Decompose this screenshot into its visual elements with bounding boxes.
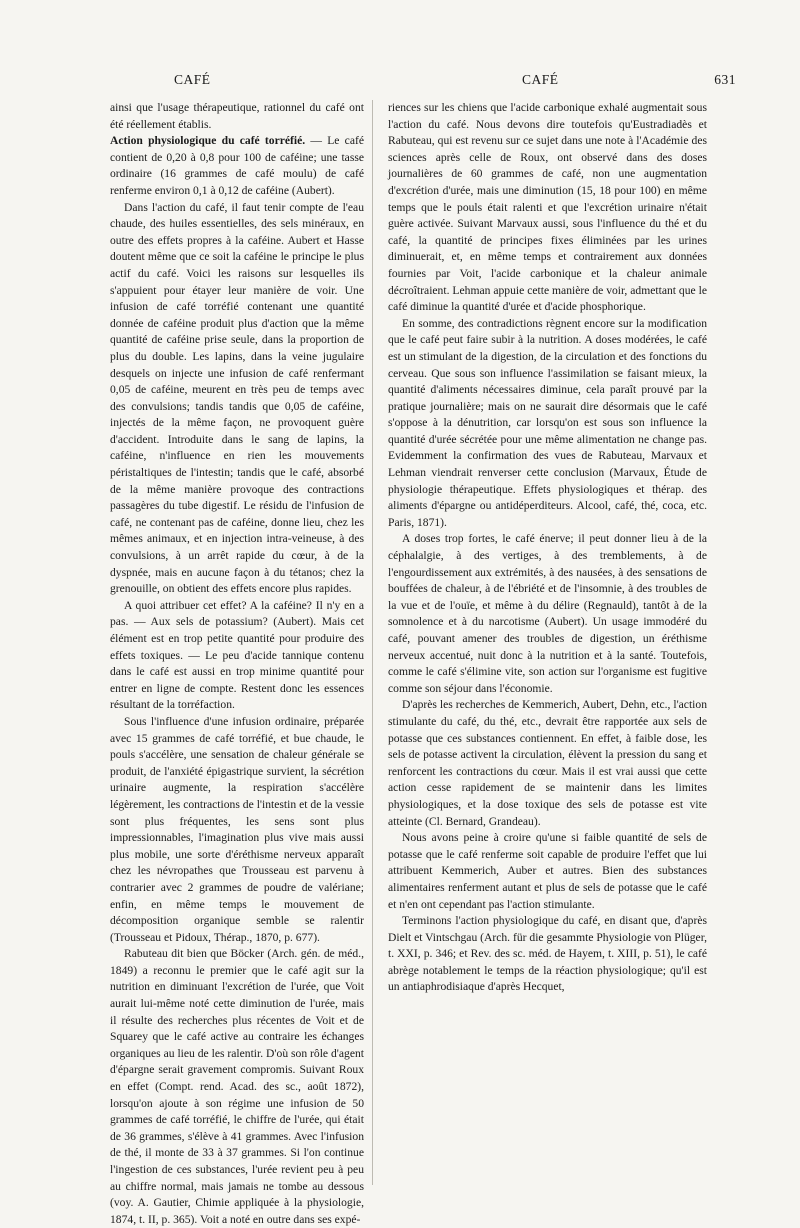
paragraph: A doses trop fortes, le café énerve; il peut donner lieu à de la céphalalgie, à des vertiges, à des tremblements, à de l'engourdissement aux extrémités, à des nausées, à des sensations de bouffées de chaleur, à de l'ébriété et de l'insomnie, à des troubles de la vue et de l'ouïe, et même à du délire (Regnauld), tantôt à de la somnolence et à du narcotisme (Aubert). Un usage immodéré du café, pouvant amener des troubles de digestion, un éréthisme nerveux accentué, nuit donc à la nutrition et à la santé. Toutefois, comme le café s'élimine vite, son action sur l'organisme est fugitive comme son séjour dans l'économie.: [388, 532, 707, 695]
paragraph: Rabuteau dit bien que Böcker (Arch. gén. de méd., 1849) a reconnu le premier que le café agit sur la nutrition en diminuant l'excrétion de l'urée, que Voit aurait lui-même noté cette diminution de l'urée, mais il résulte des recherches plus récentes de Voit et de Squarey que le café active au contraire les échanges organiques au lieu de les ralentir. D'où son rôle d'agent d'épargne serait gravement compromis. Suivant Roux en effet (Compt. rend. Acad. des sc., août 1872), lorsqu'on ajoute à son régime une infusion de 50 grammes de café torréfié, le chiffre de l'urée, qui était de 36 grammes, s'élève à 41 grammes. Avec l'infusion de thé, il monte de 33 à 37 grammes. Si l'on continue l'ingestion de ces substances, l'urée revient peu à peu au chiffre normal, mais jamais ne tombe au dessous (voy. A. Gautier, Chimie appliquée à la physiologie, 1874, t. II, p. 365). Voit a noté en outre dans ses expé-: [110, 947, 364, 1226]
section-paragraph: [110, 133, 364, 199]
right-column: [388, 100, 707, 996]
paragraph: Terminons l'action physiologique du café, en disant que, d'après Dielt et Vintschgau (Arch. für die gesammte Physiologie von Plüger, t. XXI, p. 346; et Rev. des sc. méd. de Hayem, t. XIII, p. 51), le café abrège notablement le temps de la réaction physiologique; qu'il est un antiaphrodisiaque d'après Hecquet,: [388, 914, 708, 994]
left-column: [110, 100, 364, 1228]
paragraph: D'après les recherches de Kemmerich, Aubert, Dehn, etc., l'action stimulante du café, du thé, etc., devrait être rapportée aux sels de potasse que ces substances contiennent. En effet, à faible dose, les sels de potasse activent la circulation, élèvent la pression du sang et renforcent les contractions du cœur. Mais il est vrai aussi que cette action cesse rapidement de se maintenir dans les limites physiologiques, et la dose toxique des sels de potasse est vite atteinte (Cl. Bernard, Grandeau).: [388, 698, 707, 828]
header-left-title: CAFÉ: [174, 72, 211, 87]
paragraph: ainsi que l'usage thérapeutique, rationnel du café ont été réellement établis.: [110, 101, 364, 131]
paragraph: Dans l'action du café, il faut tenir compte de l'eau chaude, des huiles essentielles, des sels minéraux, en outre des effets propres à la caféine. Aubert et Hasse doutent même que ce soit la caféine le principe le plus actif du café. Voici les raisons sur lesquelles ils s'appuient pour étayer leur manière de voir. Une infusion de café torréfié contenant une quantité donnée de caféine produit plus d'action que la même quantité de caféine prise seule, dans la proportion de plus du double. Les lapins, dans la veine jugulaire desquels on injecte une infusion de café renfermant 0,05 de caféine, meurent en très peu de temps avec des convulsions; tandis tandis que 0,05 de caféine, injectés de la même façon, ne provoquent guère d'accident. Introduite dans le sang de lapins, la caféine, n'influence en rien les mouvements péristaltiques de l'intestin; tandis que le café, absorbé de la même manière provoque des contractions passagères du tube digestif. Le résidu de l'infusion de café, ne contenant pas de caféine, donne lieu, chez les mêmes animaux, et en injection intra-veineuse, à des convulsions, à un arrêt rapide du cœur, à de la dyspnée, mais en aucune façon à du tétanos; chez la grenouille, on obtient des effets encore plus rapides.: [110, 200, 364, 596]
paragraph: riences sur les chiens que l'acide carbonique exhalé augmentait sous l'action du café. Nous devons dire toutefois qu'Eustradiadès et Rabuteau, qui est revenu sur ce sujet dans une note à l'Académie des sciences après celle de Roux, ont observé dans des doses journalières de 60 grammes de café, non une augmentation d'excrétion d'urée, mais une diminution (15, 18 pour 100) en même temps que le pouls était ralenti et que l'excrétion urinaire n'était guère activée. Suivant Marvaux aussi, sous l'influence du thé et du café, la quantité de principes fixes éliminées par les urines diminuerait, et, en même temps et contrairement aux données fournies par Voit, l'acide carbonique et la chaleur animale décroîtraient. Lehman appuie cette manière de voir, admettant que le café diminue la quantité d'urée et d'acide phosphorique.: [388, 101, 707, 314]
header-right-title: CAFÉ: [522, 72, 559, 87]
paragraph: En somme, des contradictions règnent encore sur la modification que le café peut faire subir à la nutrition. A doses modérées, le café est un stimulant de la digestion, de la circulation et des fonctions du cerveau. Que sous son influence l'assimilation se faisant mieux, la quantité d'aliments nécessaires diminue, cela paraît prouvé par la pratique journalière; mais on ne saurait dire désormais que le café s'oppose à la dénutrition, car lorsqu'on est sous son influence la quantité d'urée sécrétée pour une même alimentation ne change pas. Evidemment la confirmation des vues de Rabuteau, Marvaux et Lehman viendrait renverser cette conclusion (Marvaux, Étude de physiologie thérapeutique. Effets physiologiques et thérap. des aliments d'épargne ou antidéperditeurs. Alcool, café, thé, coca, etc. Paris, 1871).: [388, 316, 707, 529]
running-head: [112, 72, 736, 92]
paragraph: Nous avons peine à croire qu'une si faible quantité de sels de potasse que le café renferme soit capable de produire l'effet que lui attribuent Kemmerich, Auber et autres. Bien des substances alimentaires renferment autant et plus de sels de potasse que le café et n'en ont cependant pas l'action stimulante.: [388, 831, 707, 911]
paragraph: A quoi attribuer cet effet? A la caféine? Il n'y en a pas. — Aux sels de potassium? (Aubert). Mais cet élément est en trop petite quantité pour produire des effets toxiques. — Le peu d'acide tannique contenu dans le café est aussi en trop minime quantité pour entrer en ligne de compte. Restent donc les essences résultant de la torréfaction.: [110, 598, 364, 712]
column-divider: [372, 100, 373, 1185]
section-title: Action physiologique du café torréfié.: [110, 134, 306, 148]
section-text: — Le café contient de 0,20 à 0,8 pour 100 de caféine; une tasse ordinaire (16 grammes de café moulu) de café renferme environ 0,1 à 0,12 de caféine (Aubert).: [110, 134, 364, 197]
paragraph: Sous l'influence d'une infusion ordinaire, préparée avec 15 grammes de café torréfié, et bue chaude, le pouls s'accélère, une sensation de chaleur générale se produit, de l'anxiété épigastrique survient, la sécrétion urinaire augmente, la respiration s'accélère légèrement, les contractions de l'intestin et de la vessie sont plus fréquentes, les sens sont plus impressionnables, l'imagination plus vive mais aussi plus mobile, une sorte d'éréthisme nerveux apparaît chez les névropathes que Trousseau est parvenu à contrarier avec 2 grammes de poudre de valériane; enfin, en même temps le mouvement de décomposition organique semble se ralentir (Trousseau et Pidoux, Thérap., 1870, p. 677).: [110, 714, 364, 944]
page-number: 631: [714, 72, 736, 87]
